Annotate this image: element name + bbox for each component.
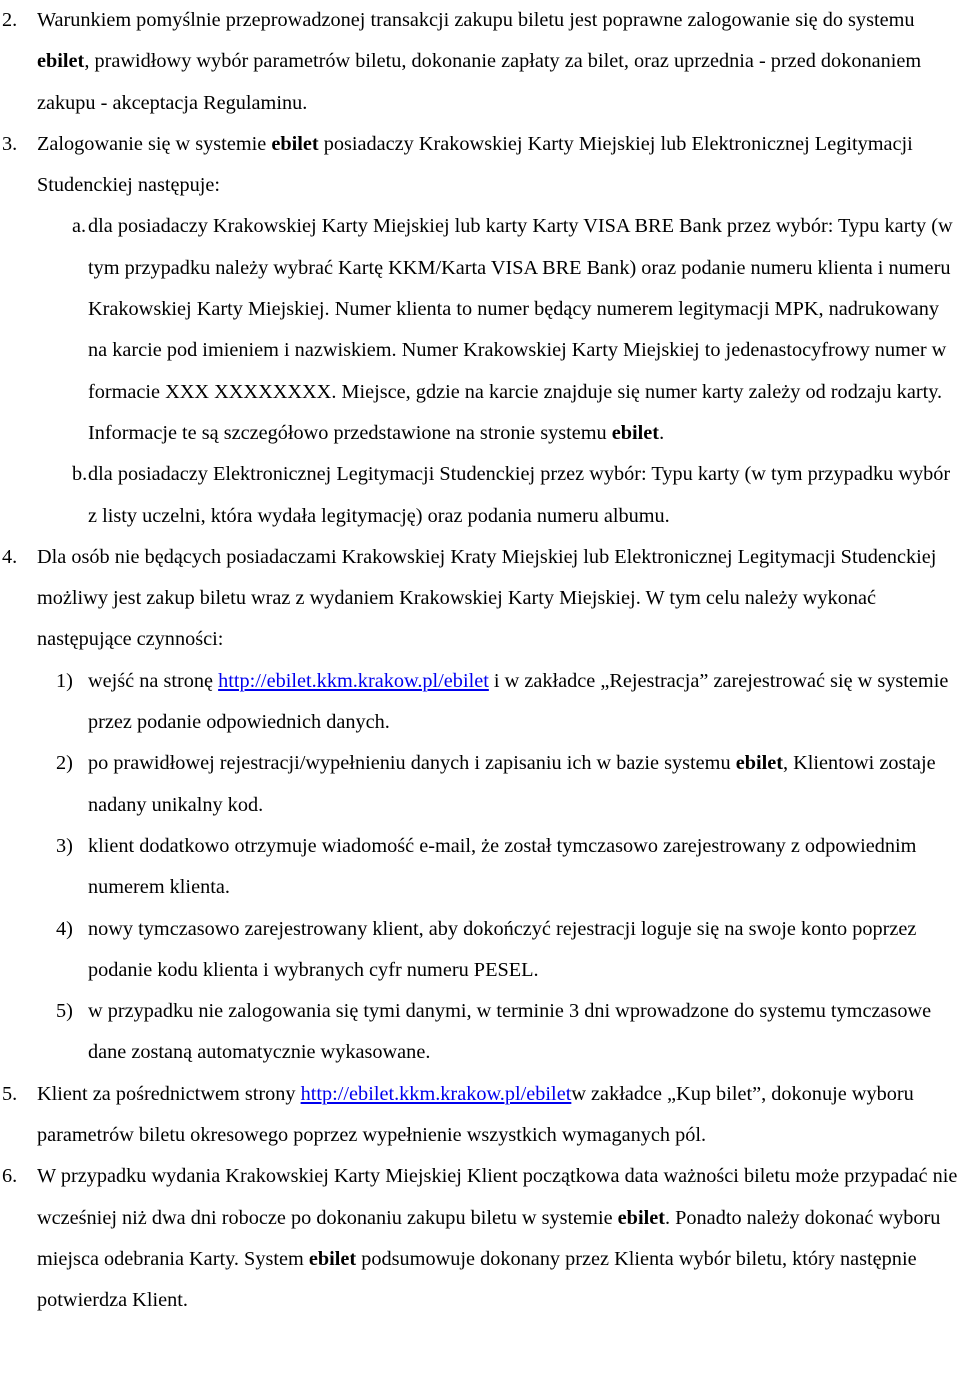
text-run: , Klientowi zostaje nadany unikalny kod.	[88, 752, 936, 816]
text-run: dla posiadaczy Krakowskiej Karty Miejskiej lub karty Karty VISA BRE Bank przez wybór: Typu karty (w tym przypadku należy wybrać Kartę KKM/Karta VISA BRE Bank) oraz podanie numeru klienta i numeru Krakowskiej Karty Miejskiej. Numer klienta to numer będący numerem legitymacji MPK, nadrukowany na karcie pod imieniem i nazwiskiem. Numer Krakowskiej Karty Miejskiej to jedenastocyfrowy numer w formacie XXX XXXXXXXX. Miejsce, gdzie na karcie znajduje się numer karty zależy od rodzaju karty. Informacje te są szczegółowo przedstawione na stronie systemu	[88, 215, 953, 444]
item-number: 5)	[56, 1000, 73, 1023]
item-letter: a.	[72, 215, 87, 238]
item-letter: b.	[72, 463, 88, 486]
list-item-6	[0, 1156, 960, 1321]
text-run: podsumowuje dokonany przez Klienta wybór biletu, który następnie potwierdza Klient.	[37, 1247, 917, 1312]
list-item-4-4	[0, 909, 960, 992]
item-text	[88, 826, 960, 909]
text-run: w przypadku nie zalogowania się tymi danymi, w terminie 3 dni wprowadzone do systemu tymczasowe dane zostaną automatycznie wykasowane.	[88, 1000, 932, 1064]
list-item-2	[0, 0, 960, 124]
list-item-4-3	[0, 826, 960, 909]
list-item-4-5	[0, 991, 960, 1074]
text-run: W przypadku wydania Krakowskiej Karty Miejskiej Klient początkowa data ważności biletu może przypadać nie wcześniej niż dwa dni robocze po dokonaniu zakupu biletu w systemie	[37, 1165, 958, 1229]
item-text	[88, 909, 960, 992]
ebilet-bold: ebilet	[308, 1247, 357, 1270]
item-text	[37, 537, 960, 661]
list-item-4-1	[0, 661, 960, 744]
text-run: .	[659, 421, 665, 444]
text-run: wejść na stronę	[88, 669, 219, 692]
ebilet-link[interactable]: http://ebilet.kkm.krakow.pl/ebilet	[300, 1082, 572, 1105]
ebilet-bold: ebilet	[271, 132, 319, 155]
item-text	[37, 0, 960, 124]
list-item-3a	[0, 206, 960, 454]
text-run: . Ponadto należy dokonać wyboru miejsca odebrania Karty. System	[37, 1206, 941, 1270]
item-text	[37, 1074, 960, 1157]
text-run: klient dodatkowo otrzymuje wiadomość e-mail, że został tymczasowo zarejestrowany z odpowiednim numerem klienta.	[88, 834, 917, 899]
item-number: 6.	[2, 1165, 18, 1188]
item-number: 4.	[2, 545, 18, 568]
text-run: po prawidłowej rejestracji/wypełnieniu danych i zapisaniu ich w bazie systemu	[88, 752, 736, 775]
item-text	[88, 206, 960, 454]
ebilet-bold: ebilet	[735, 752, 783, 775]
text-run: Klient za pośrednictwem strony	[37, 1082, 301, 1105]
item-number: 4)	[56, 917, 73, 940]
list-item-5	[0, 1074, 960, 1157]
ebilet-bold: ebilet	[617, 1206, 665, 1229]
text-run: Dla osób nie będących posiadaczami Krakowskiej Kraty Miejskiej lub Elektronicznej Legitymacji Studenckiej możliwy jest zakup biletu wraz z wydaniem Krakowskiej Karty Miejskiej. W tym celu należy wykonać następujące czynności:	[37, 545, 937, 651]
text-run: , prawidłowy wybór parametrów biletu, dokonanie zapłaty za bilet, oraz uprzednia - przed dokonaniem zakupu - akceptacja Regulaminu.	[37, 50, 922, 114]
item-text	[88, 454, 960, 537]
item-text	[88, 661, 960, 744]
list-item-3b	[0, 454, 960, 537]
item-number: 2.	[2, 9, 18, 31]
item-text	[88, 743, 960, 826]
item-number: 2)	[56, 752, 73, 775]
text-run: Warunkiem pomyślnie przeprowadzonej transakcji zakupu biletu jest poprawne zalogowanie się do systemu	[37, 9, 915, 31]
list-item-4-2	[0, 743, 960, 826]
text-run: posiadaczy Krakowskiej Karty Miejskiej lub Elektronicznej Legitymacji Studenckiej następuje:	[37, 132, 913, 197]
text-run: w zakładce „Kup bilet”, dokonuje wyboru parametrów biletu okresowego poprzez wypełnienie wszystkich wymaganych pól.	[37, 1082, 914, 1147]
item-number: 3)	[56, 834, 73, 857]
item-number: 3.	[2, 132, 18, 155]
text-run: dla posiadaczy Elektronicznej Legitymacji Studenckiej przez wybór: Typu karty (w tym przypadku wybór z listy uczelni, która wydała legitymację) oraz podania numeru albumu.	[88, 463, 951, 527]
list-item-3	[0, 124, 960, 207]
ebilet-bold: ebilet	[611, 421, 660, 444]
item-number: 1)	[56, 669, 73, 692]
item-number: 5.	[2, 1082, 18, 1105]
ebilet-link[interactable]: http://ebilet.kkm.krakow.pl/ebilet	[218, 669, 489, 692]
text-run: nowy tymczasowo zarejestrowany klient, aby dokończyć rejestracji loguje się na swoje konto poprzez podanie kodu klienta i wybranych cyfr numeru PESEL.	[88, 917, 917, 981]
item-text	[37, 1156, 960, 1321]
item-text	[37, 124, 960, 207]
list-item-4	[0, 537, 960, 661]
item-text	[88, 991, 960, 1074]
ebilet-bold: ebilet	[37, 50, 85, 73]
text-run: Zalogowanie się w systemie	[37, 132, 272, 155]
text-run: i w zakładce „Rejestracja” zarejestrować się w systemie przez podanie odpowiednich danych.	[88, 669, 949, 734]
